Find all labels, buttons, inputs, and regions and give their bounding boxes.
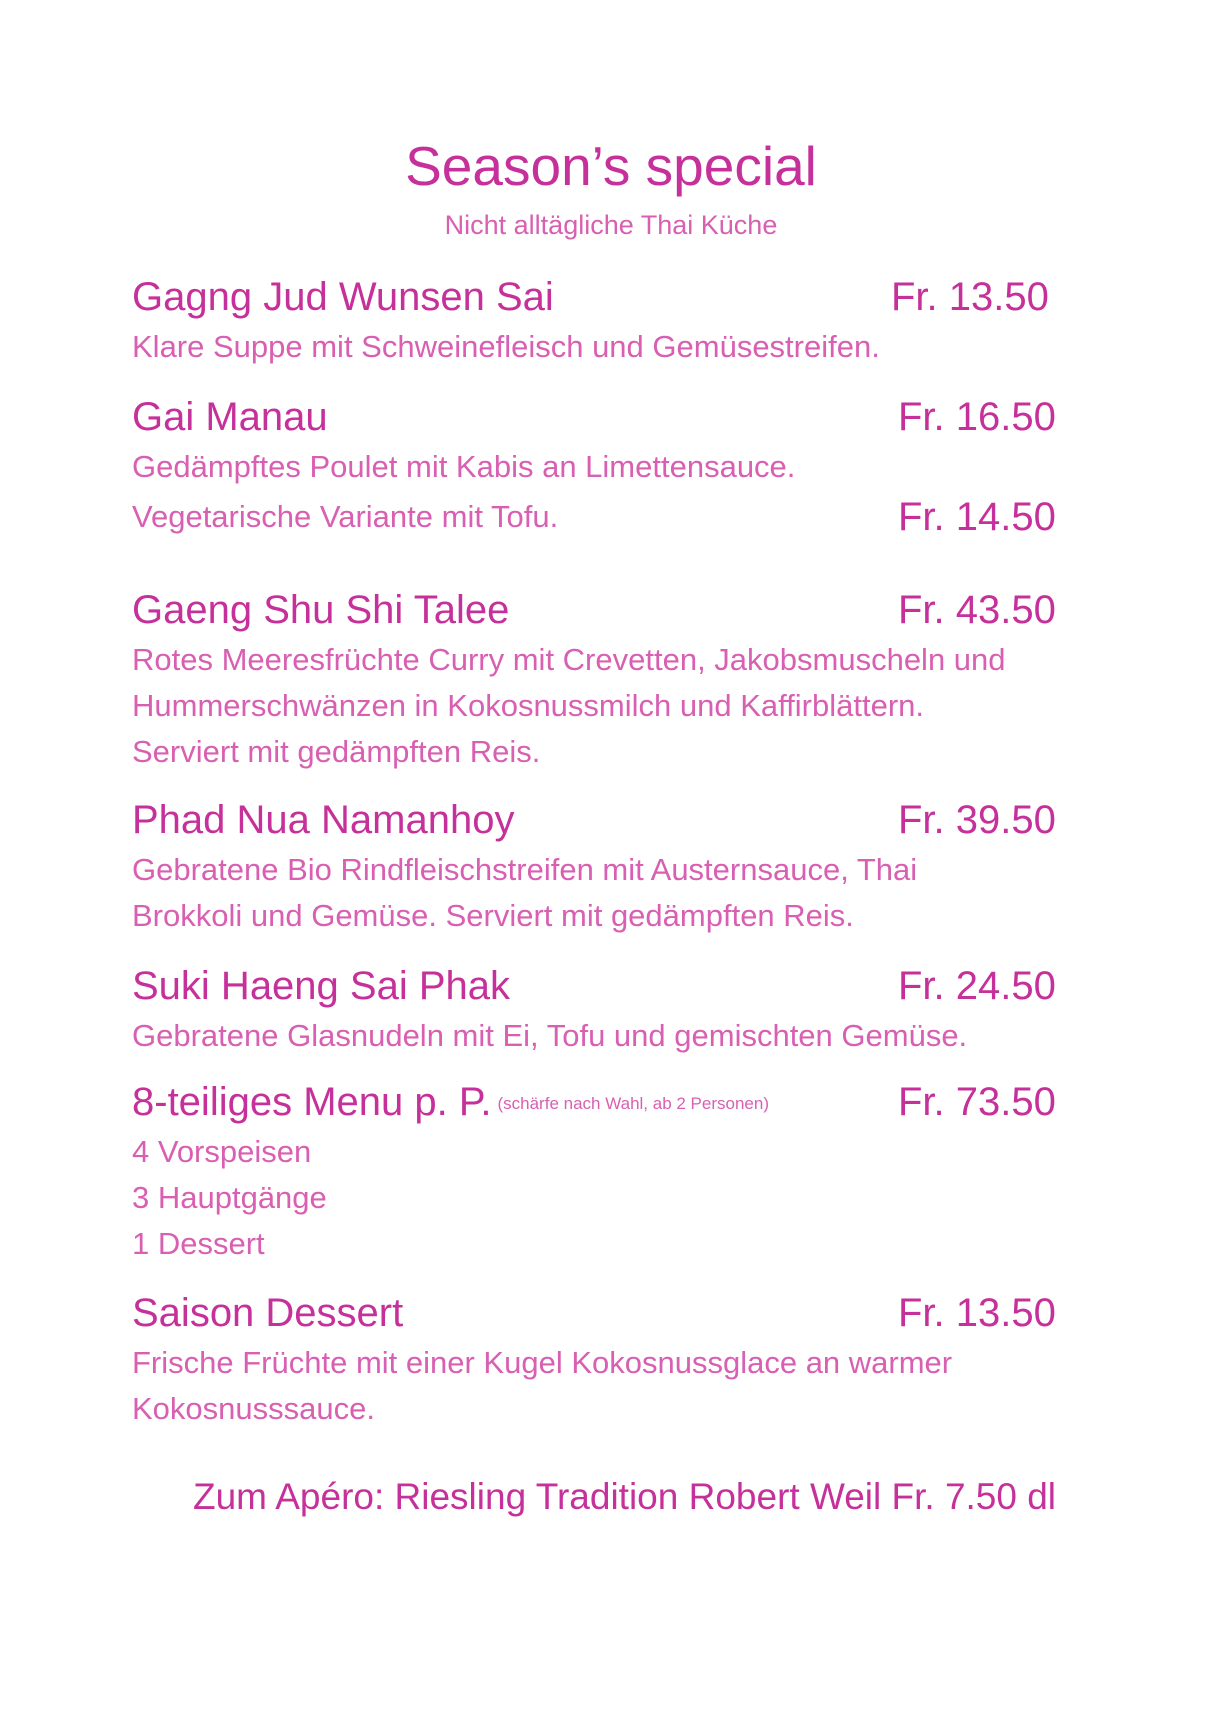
- dish-price: Fr. 16.50: [898, 395, 1056, 439]
- dish-price: Fr. 13.50: [891, 275, 1049, 319]
- dish-description: Kokosnusssauce.: [132, 1391, 375, 1426]
- dish-price: Fr. 43.50: [898, 588, 1056, 632]
- menu-course: 1 Dessert: [132, 1226, 265, 1261]
- dish-description: Gebratene Bio Rindfleischstreifen mit Austernsauce, Thai: [132, 852, 918, 887]
- dish-description: Brokkoli und Gemüse. Serviert mit gedämpften Reis.: [132, 898, 854, 933]
- dish-name-text: 8-teiliges Menu p. P.: [132, 1080, 492, 1124]
- menu-item: [132, 959, 1072, 1059]
- dish-price: Fr. 13.50: [898, 1291, 1056, 1335]
- dish-note: (schärfe nach Wahl, ab 2 Personen): [497, 1094, 769, 1113]
- dish-description: Rotes Meeresfrüchte Curry mit Crevetten, Jakobsmuscheln und: [132, 642, 1006, 677]
- dish-name: Phad Nua Namanhoy: [132, 798, 515, 842]
- dish-price: Fr. 24.50: [898, 964, 1056, 1008]
- dish-description: Serviert mit gedämpften Reis.: [132, 734, 541, 769]
- dish-variant: [132, 490, 1072, 546]
- apero-offer: Zum Apéro: Riesling Tradition Robert Weil Fr. 7.50 dl: [193, 1476, 1057, 1517]
- dish-description: Hummerschwänzen in Kokosnussmilch und Kaffirblättern.: [132, 688, 925, 723]
- dish-name: Saison Dessert: [132, 1291, 404, 1335]
- dish-description: Gebratene Glasnudeln mit Ei, Tofu und gemischten Gemüse.: [132, 1018, 968, 1053]
- menu-item: [132, 1286, 1072, 1432]
- dish-price: Fr. 73.50: [898, 1080, 1056, 1124]
- menu-course: 3 Hauptgänge: [132, 1180, 327, 1215]
- menu-subtitle: Nicht alltägliche Thai Küche: [444, 210, 778, 240]
- dish-description: Frische Früchte mit einer Kugel Kokosnussglace an warmer: [132, 1345, 953, 1380]
- menu-item: [132, 583, 1072, 775]
- menu-item: [132, 1075, 1072, 1267]
- variant-label: Vegetarische Variante mit Tofu.: [132, 499, 559, 534]
- menu-item: [132, 270, 1072, 370]
- dish-name: Suki Haeng Sai Phak: [132, 964, 511, 1008]
- dish-name: Gai Manau: [132, 395, 328, 439]
- dish-description: Gedämpftes Poulet mit Kabis an Limettensauce.: [132, 449, 796, 484]
- menu-item: [132, 793, 1072, 939]
- dish-name: [132, 1075, 769, 1131]
- dish-description: Klare Suppe mit Schweinefleisch und Gemüsestreifen.: [132, 329, 880, 364]
- menu-course: 4 Vorspeisen: [132, 1134, 312, 1169]
- menu-item: [132, 390, 1072, 546]
- menu-title: Season’s special: [405, 135, 817, 197]
- dish-name: Gaeng Shu Shi Talee: [132, 588, 510, 632]
- dish-price: Fr. 39.50: [898, 798, 1056, 842]
- dish-name: Gagng Jud Wunsen Sai: [132, 275, 554, 319]
- variant-price: Fr. 14.50: [898, 495, 1056, 539]
